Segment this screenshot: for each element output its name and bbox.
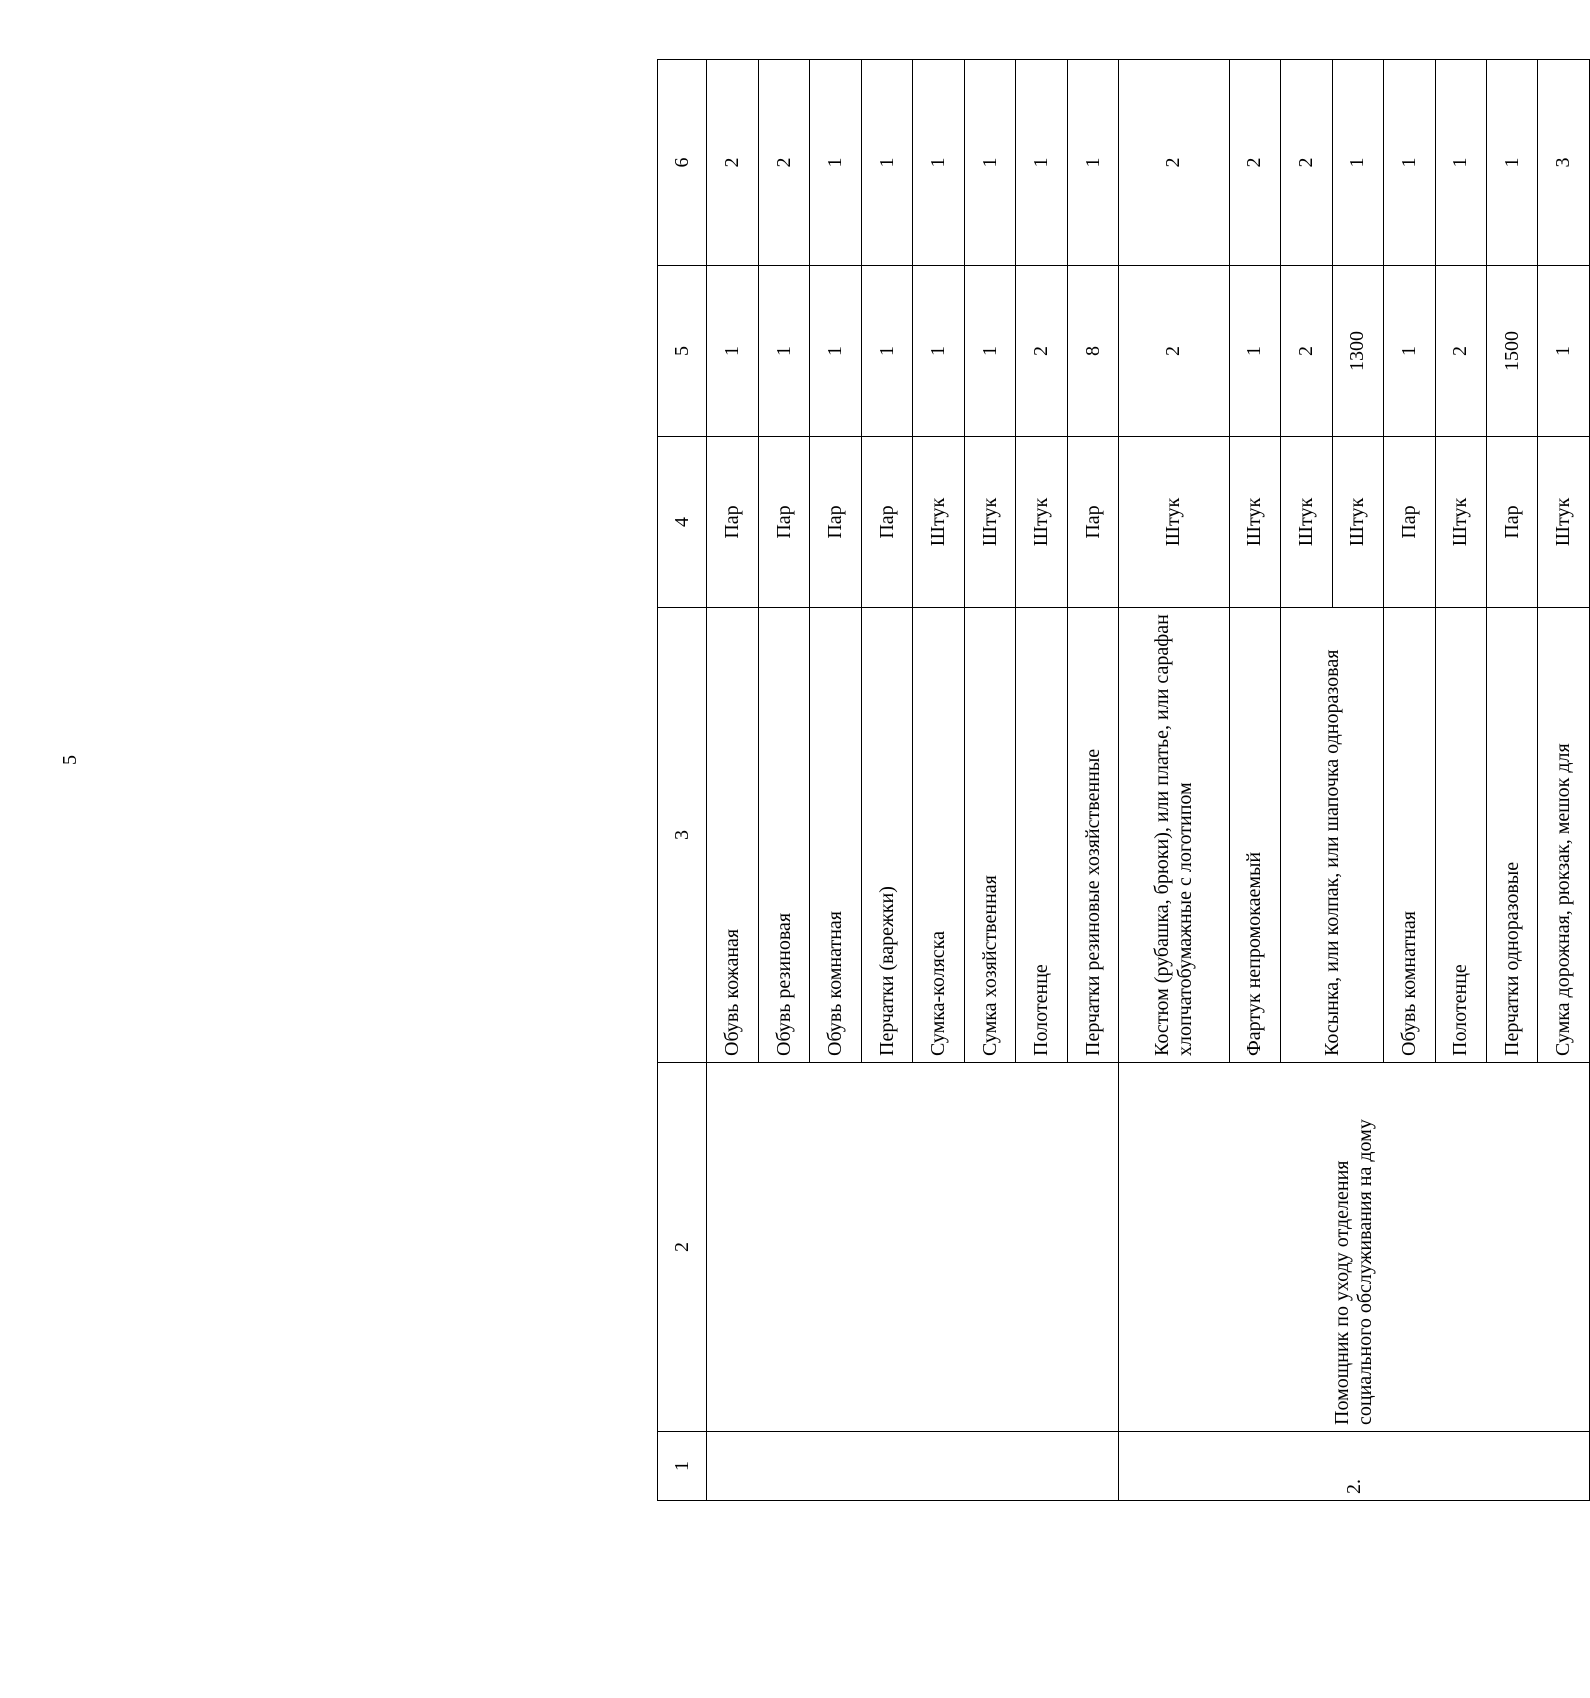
term-cell: 1: [913, 60, 964, 266]
term-cell: 2: [1281, 60, 1332, 266]
header-row: [658, 60, 707, 1501]
unit-cell: Пар: [1486, 437, 1537, 608]
unit-cell: Штук: [1229, 437, 1280, 608]
term-cell: 2: [758, 60, 809, 266]
term-cell: 1: [1384, 60, 1435, 266]
term-cell: 1: [810, 60, 861, 266]
item-cell: Косынка, или колпак, или шапочка одноразовая: [1281, 608, 1384, 1063]
term-cell: 1: [861, 60, 912, 266]
qty-cell: 1: [1384, 266, 1435, 437]
position-cell: [707, 1063, 1119, 1432]
item-cell: Перчатки резиновые хозяйственные: [1067, 608, 1118, 1063]
qty-cell: 2: [1435, 266, 1486, 437]
term-cell: 1: [1486, 60, 1537, 266]
item-cell: Фартук непромокаемый: [1229, 608, 1280, 1063]
page-number: 5: [59, 755, 81, 765]
term-cell: 1: [1067, 60, 1118, 266]
qty-cell: 1: [758, 266, 809, 437]
qty-cell: 1: [1538, 266, 1590, 437]
qty-cell: 1: [1229, 266, 1280, 437]
unit-cell: Штук: [964, 437, 1015, 608]
qty-cell: 2: [1016, 266, 1067, 437]
item-cell: Полотенце: [1435, 608, 1486, 1063]
header-cell-2: 2: [658, 1063, 707, 1432]
number-cell: [707, 1432, 1119, 1501]
qty-cell: 1: [913, 266, 964, 437]
rotated-table-wrapper: [657, 60, 1590, 1501]
term-cell: 2: [1229, 60, 1280, 266]
qty-cell: 1: [861, 266, 912, 437]
header-cell-6: 6: [658, 60, 707, 266]
unit-cell: Штук: [1016, 437, 1067, 608]
qty-cell: 1: [964, 266, 1015, 437]
number-cell: 2.: [1119, 1432, 1590, 1501]
unit-cell: Штук: [1332, 437, 1383, 608]
qty-cell: 1: [810, 266, 861, 437]
term-cell: 2: [1119, 60, 1229, 266]
unit-cell: Штук: [913, 437, 964, 608]
unit-cell: Пар: [758, 437, 809, 608]
item-cell: Обувь комнатная: [810, 608, 861, 1063]
item-cell: Обувь комнатная: [1384, 608, 1435, 1063]
qty-cell: 1: [707, 266, 758, 437]
unit-cell: Штук: [1435, 437, 1486, 608]
header-cell-5: 5: [658, 266, 707, 437]
term-cell: 1: [964, 60, 1015, 266]
term-cell: 1: [1016, 60, 1067, 266]
header-cell-3: 3: [658, 608, 707, 1063]
unit-cell: Штук: [1119, 437, 1229, 608]
qty-cell: 2: [1281, 266, 1332, 437]
item-cell: Сумка дорожная, рюкзак, мешок для: [1538, 608, 1590, 1063]
qty-cell: 2: [1119, 266, 1229, 437]
item-cell: Обувь резиновая: [758, 608, 809, 1063]
unit-cell: Пар: [707, 437, 758, 608]
item-cell: Полотенце: [1016, 608, 1067, 1063]
item-cell: Сумка-коляска: [913, 608, 964, 1063]
item-cell: Обувь кожаная: [707, 608, 758, 1063]
qty-cell: 1500: [1486, 266, 1537, 437]
qty-cell: 8: [1067, 266, 1118, 437]
item-cell: Перчатки (варежки): [861, 608, 912, 1063]
unit-cell: Пар: [861, 437, 912, 608]
position-cell: Помощник по уходу отделения социального обслуживания на дому: [1119, 1063, 1590, 1432]
unit-cell: Пар: [1067, 437, 1118, 608]
table-row: [707, 60, 758, 1501]
table-row: [1119, 60, 1229, 1501]
qty-cell: 1300: [1332, 266, 1383, 437]
term-cell: 2: [707, 60, 758, 266]
term-cell: 1: [1435, 60, 1486, 266]
item-cell: Перчатки одноразовые: [1486, 608, 1537, 1063]
item-cell: Костюм (рубашка, брюки), или платье, или сарафан хлопчатобумажные с логотипом: [1119, 608, 1229, 1063]
header-cell-4: 4: [658, 437, 707, 608]
unit-cell: Пар: [1384, 437, 1435, 608]
unit-cell: Штук: [1281, 437, 1332, 608]
equipment-table: [657, 59, 1590, 1501]
unit-cell: Штук: [1538, 437, 1590, 608]
term-cell: 1: [1332, 60, 1383, 266]
item-cell: Сумка хозяйственная: [964, 608, 1015, 1063]
unit-cell: Пар: [810, 437, 861, 608]
term-cell: 3: [1538, 60, 1590, 266]
header-cell-1: 1: [658, 1432, 707, 1501]
